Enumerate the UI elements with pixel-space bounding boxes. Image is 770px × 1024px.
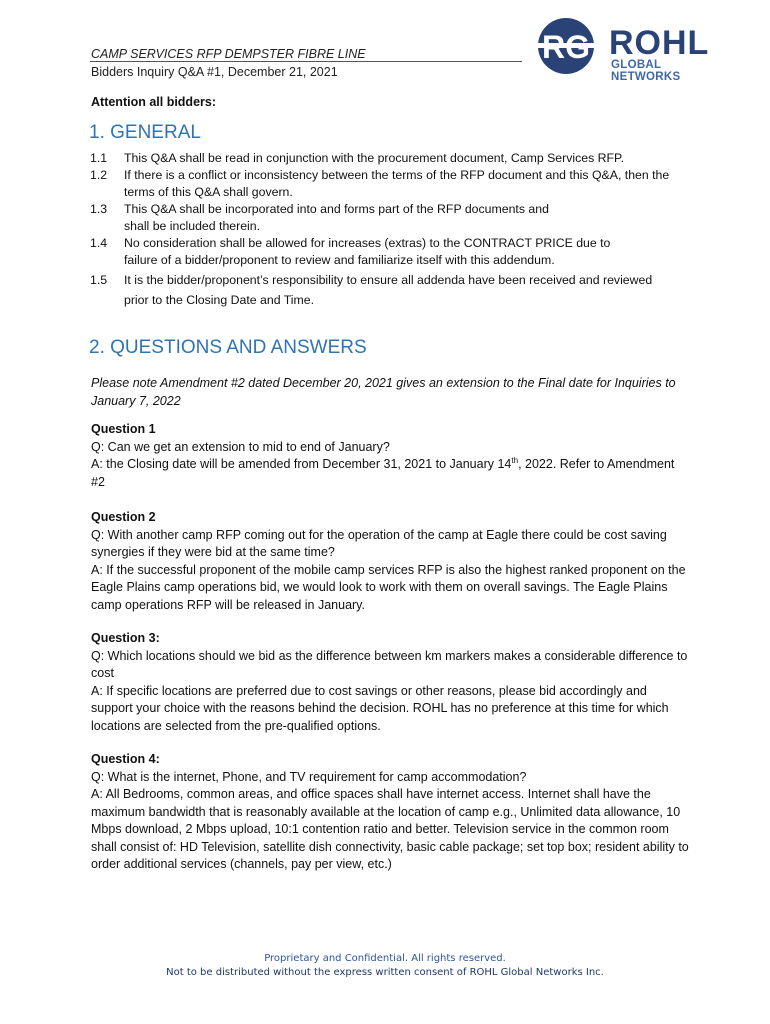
answer-text-part: A: the Closing date will be amended from December 31, 2021 to January 14 [91,457,512,471]
list-number: 1.4 [90,236,108,250]
question-text: Q: What is the internet, Phone, and TV requirement for camp accommodation? [91,769,527,784]
answer-text: A: If the successful proponent of the mobile camp services RFP is also the highest ranked proponent on the Eagle Plains camp operations bid, we would look to work with them on overall savings. The Eagle Plains camp operations RFP will be released in January. [91,562,686,612]
list-item [90,150,680,167]
section-title-qa: 2. QUESTIONS AND ANSWERS [89,337,367,358]
answer-text: A: If specific locations are preferred due to cost savings or other reasons, please bid accordingly and support your choice with the reasons behind the decision. ROHL has no preference at this time for which locations are selected from the pre-qualified options. [91,683,669,733]
question-block-2 [91,509,691,614]
list-item [90,201,680,235]
answer-superscript: th [511,455,519,465]
svg-text:RG: RG [542,29,590,65]
amendment-note: Please note Amendment #2 dated December 20, 2021 gives an extension to the Final date for Inquiries to January 7, 2022 [91,376,676,408]
list-item [90,167,680,201]
list-number: 1.3 [90,202,108,216]
document-title: CAMP SERVICES RFP DEMPSTER FIBRE LINE [91,47,366,61]
company-logo [533,16,733,83]
header-rule [90,61,522,62]
answer-text: A: All Bedrooms, common areas, and office spaces shall have internet access. Internet shall have the maximum bandwidth that is reasonably available at the location of camp e.g., Unlimited data allowance, 10 Mbps download, 2 Mbps upload, 10:1 contention ratio and better. Television service in the common room shall consist of: HD Television, satellite dish connectivity, basic cable package; set top box; resident ability to order additional services (channels, pay per view, etc.) [91,787,689,871]
logo-name: ROHL [609,24,710,62]
question-text: Q: Which locations should we bid as the difference between km markers makes a considerable difference to cost [91,648,688,680]
list-number: 1.2 [90,168,108,182]
list-text: No consideration shall be allowed for increases (extras) to the CONTRACT PRICE due to failure of a bidder/proponent to review and familiarize itself with this addendum. [124,236,611,267]
question-block-3 [91,630,691,735]
list-text: This Q&A shall be read in conjunction with the procurement document, Camp Services RFP. [124,151,625,165]
list-number: 1.5 [90,273,108,287]
document-subtitle: Bidders Inquiry Q&A #1, December 21, 2021 [91,65,338,79]
list-item [90,270,680,310]
question-text: Q: Can we get an extension to mid to end of January? [91,439,390,454]
footer-distribution-notice: Not to be distributed without the express written consent of ROHL Global Networks Inc. [166,967,604,978]
list-item [90,235,680,269]
list-text: If there is a conflict or inconsistency between the terms of the RFP document and this Q&A, then the terms of this Q&A shall govern. [124,168,670,199]
logo-tagline: GLOBAL NETWORKS [611,59,681,83]
question-heading: Question 4: [91,752,160,766]
question-block-4 [91,751,691,874]
question-heading: Question 3: [91,631,160,645]
list-number: 1.1 [90,151,108,165]
attention-line: Attention all bidders: [91,95,216,109]
question-text: Q: With another camp RFP coming out for the operation of the camp at Eagle there could be cost saving synergies if they were bid at the same time? [91,527,667,559]
answer-text-part: , 2022. Refer to Amendment #2 [91,457,675,489]
page-footer [0,952,770,980]
list-text: This Q&A shall be incorporated into and forms part of the RFP documents and shall be included therein. [124,202,549,233]
footer-confidential: Proprietary and Confidential. All rights reserved. [264,953,506,964]
section-title-general: 1. GENERAL [89,122,201,143]
list-text: It is the bidder/proponent’s responsibility to ensure all addenda have been received and reviewed prior to the Closing Date and Time. [124,273,653,307]
question-block-1 [91,421,691,491]
question-heading: Question 1 [91,422,156,436]
general-list [90,150,680,310]
answer-text [91,456,691,491]
rohl-logo-icon [533,16,603,76]
question-heading: Question 2 [91,510,156,524]
